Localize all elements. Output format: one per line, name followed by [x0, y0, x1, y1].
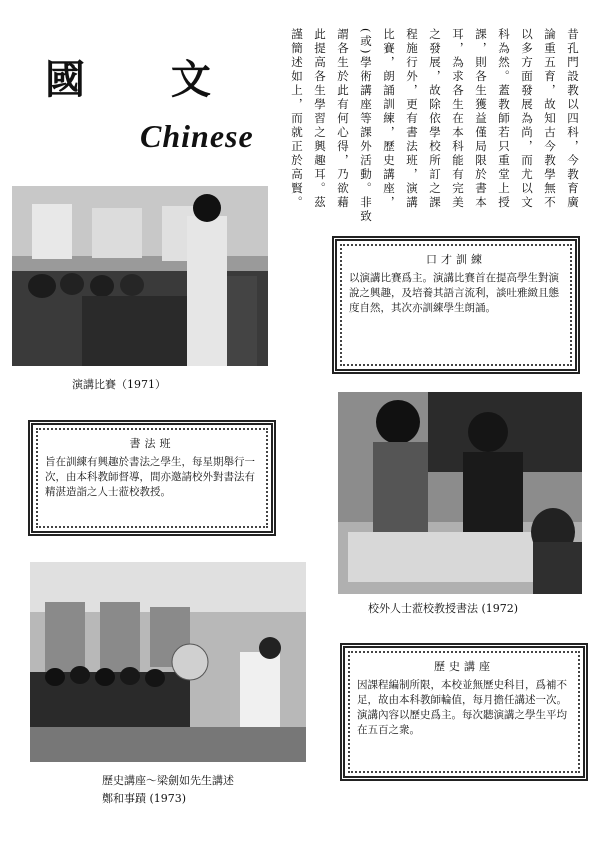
- history-lecture-body: 因課程編制所限，本校並無歷史科目，爲補不足，故由本科教師輪值，每月擔任講述一次。演講內容以歷史爲主。每次聽演講之學生平均在五百之衆。: [357, 679, 567, 736]
- intro-column: 此提高各生學習之興趣耳。茲: [313, 28, 327, 210]
- history-lecture-caption-line1: 歷史講座～梁劍如先生講述: [102, 774, 234, 787]
- intro-column: 科為然。蓋教師若只重堂上授: [497, 28, 511, 210]
- intro-column: 謂各生於此有何心得，乃欲藉: [336, 28, 350, 210]
- intro-column: 程施行外，更有書法班，演講: [405, 28, 419, 210]
- speech-training-box: [332, 236, 580, 374]
- page-title-english: Chinese: [140, 118, 254, 154]
- intro-column: (或)學術講座等課外活動。非致: [359, 28, 373, 224]
- speech-contest-photo: [12, 186, 268, 366]
- calligraphy-image: [338, 392, 582, 594]
- calligraphy-photo: [338, 392, 582, 594]
- history-lecture-caption-line2: 鄭和事蹟 (1973): [102, 792, 187, 805]
- page-title-chinese: 國 文: [45, 56, 247, 103]
- intro-column: 課，則各生獲益僅局限於書本: [474, 28, 488, 210]
- intro-column: 比賽，朗誦訓練，歷史講座，: [382, 28, 396, 210]
- speech-training-title: 口才訓練: [426, 253, 486, 266]
- history-lecture-box: [340, 643, 588, 781]
- calligraphy-class-box: [28, 420, 276, 536]
- intro-column: 論重五育，故知古今教學無不: [543, 28, 557, 210]
- intro-column: 謹簡述如上，而就正於高賢。: [290, 28, 304, 210]
- history-lecture-image: [30, 562, 306, 762]
- calligraphy-caption: 校外人士蒞校教授書法 (1972): [368, 602, 519, 615]
- speech-training-body: 以演講比賽爲主。演講比賽首在提高學生對演說之興趣，及培養其語言流利，談吐雅緻且態度自然，其次亦訓練學生朗誦。: [349, 272, 559, 314]
- calligraphy-class-title: 書法班: [129, 437, 175, 450]
- intro-column: 之發展，故除依學校所訂之課: [428, 28, 442, 210]
- intro-text: [280, 28, 580, 238]
- speech-contest-image: [12, 186, 268, 366]
- history-lecture-title: 歷史講座: [434, 660, 494, 673]
- intro-column: 耳，為求各生在本科能有完美: [451, 28, 465, 210]
- speech-contest-caption: 演講比賽（1971）: [72, 378, 166, 391]
- history-lecture-photo: [30, 562, 306, 762]
- intro-column: 以多方面發展為尚，而尤以文: [520, 28, 534, 210]
- intro-column: 昔孔門設教以四科，今教育廣: [566, 28, 580, 210]
- calligraphy-class-body: 旨在訓練有興趣於書法之學生，每星期舉行一次，由本科教師督導，間亦邀請校外對書法有精湛造詣之人士蒞校教授。: [45, 456, 255, 498]
